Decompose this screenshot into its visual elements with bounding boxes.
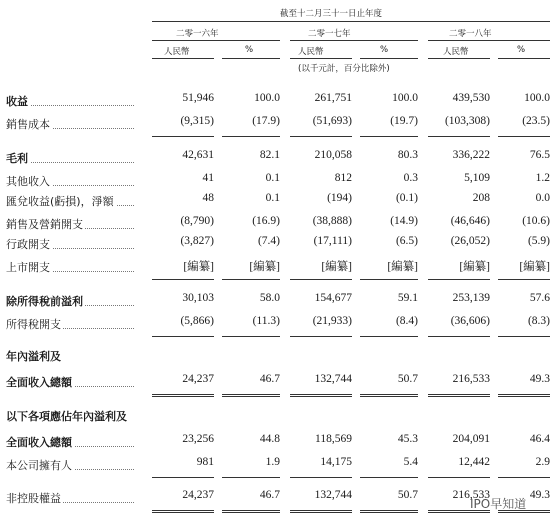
table-cell: 46.4 xyxy=(529,433,550,445)
table-cell: 51,946 xyxy=(182,92,214,104)
table-cell: (3,827) xyxy=(180,235,214,247)
table-cell: 46.7 xyxy=(259,489,280,501)
table-cell: 14,175 xyxy=(320,456,352,468)
table-cell: 49.3 xyxy=(529,489,550,501)
table-cell: 59.1 xyxy=(397,292,418,304)
table-cell: 50.7 xyxy=(397,373,418,385)
table-cell: 132,744 xyxy=(314,489,352,501)
row-label: 所得稅開支 xyxy=(6,318,61,331)
year-2016: 二零一六年 xyxy=(176,29,219,39)
col-rule-5 xyxy=(428,58,490,59)
table-cell: (11.3) xyxy=(252,315,280,327)
table-cell: (0.1) xyxy=(395,192,418,204)
single-underline xyxy=(360,336,418,337)
table-cell: 24,237 xyxy=(182,489,214,501)
year-2018: 二零一八年 xyxy=(449,29,492,39)
col-rule-1 xyxy=(152,58,214,59)
percent-2016: % xyxy=(245,45,254,55)
currency-2016: 人民幣 xyxy=(164,47,190,57)
single-underline xyxy=(222,136,280,137)
table-cell: (8.3) xyxy=(527,315,550,327)
table-cell: (103,308) xyxy=(444,115,490,127)
table-cell: (8,790) xyxy=(180,215,214,227)
table-cell: (17.9) xyxy=(252,115,280,127)
table-cell: 204,091 xyxy=(452,433,490,445)
table-cell: 132,744 xyxy=(314,373,352,385)
percent-2018: % xyxy=(517,45,526,55)
single-underline xyxy=(290,477,352,478)
year-2017: 二零一七年 xyxy=(308,29,351,39)
row-label: 全面收入總額 xyxy=(6,376,72,389)
year-rule-2016 xyxy=(152,40,280,41)
table-cell: 5,109 xyxy=(464,172,490,184)
table-cell: (7.4) xyxy=(257,235,280,247)
table-cell: [編纂] xyxy=(519,261,550,273)
table-cell: 24,237 xyxy=(182,373,214,385)
single-underline xyxy=(498,477,550,478)
percent-2017: % xyxy=(380,45,389,55)
single-underline xyxy=(290,336,352,337)
table-cell: 100.0 xyxy=(254,92,280,104)
row-label: 以下各項應佔年內溢利及 xyxy=(6,410,127,423)
double-underline xyxy=(360,510,418,513)
row-label: 年內溢利及 xyxy=(6,350,61,363)
table-cell: 57.6 xyxy=(529,292,550,304)
single-underline xyxy=(498,279,550,280)
double-underline xyxy=(152,510,214,513)
table-cell: 118,569 xyxy=(315,433,352,445)
single-underline xyxy=(222,279,280,280)
table-cell: [編纂] xyxy=(249,261,280,273)
single-underline xyxy=(360,136,418,137)
single-underline xyxy=(360,279,418,280)
table-cell: 336,222 xyxy=(452,149,490,161)
single-underline xyxy=(498,136,550,137)
table-cell: 41 xyxy=(202,172,214,184)
table-cell: 261,751 xyxy=(314,92,352,104)
table-cell: 44.8 xyxy=(259,433,280,445)
watermark: IPO早知道 xyxy=(470,497,527,511)
table-cell: 0.0 xyxy=(535,192,550,204)
row-label: 收益 xyxy=(6,95,28,108)
table-cell: 42,631 xyxy=(182,149,214,161)
table-cell: 0.3 xyxy=(403,172,418,184)
table-cell: 1.9 xyxy=(265,456,280,468)
table-cell: (6.5) xyxy=(395,235,418,247)
double-underline xyxy=(360,394,418,397)
year-rule-2018 xyxy=(428,40,550,41)
row-label: 非控股權益 xyxy=(6,492,61,505)
table-cell: [編纂] xyxy=(459,261,490,273)
year-rule-2017 xyxy=(290,40,418,41)
table-cell: 80.3 xyxy=(397,149,418,161)
table-cell: (26,052) xyxy=(450,235,490,247)
single-underline xyxy=(152,477,214,478)
single-underline xyxy=(428,279,490,280)
double-underline xyxy=(222,510,280,513)
table-cell: [編纂] xyxy=(387,261,418,273)
table-cell: 208 xyxy=(472,192,490,204)
table-cell: 0.1 xyxy=(265,192,280,204)
currency-2018: 人民幣 xyxy=(443,47,469,57)
table-cell: 439,530 xyxy=(452,92,490,104)
table-cell: (5.9) xyxy=(527,235,550,247)
col-rule-4 xyxy=(360,58,418,59)
row-label: 上市開支 xyxy=(6,261,50,274)
table-cell: 2.9 xyxy=(535,456,550,468)
row-label: 毛利 xyxy=(6,152,28,165)
table-cell: 48 xyxy=(202,192,214,204)
table-cell: 5.4 xyxy=(403,456,418,468)
table-cell: (46,646) xyxy=(450,215,490,227)
single-underline xyxy=(290,136,352,137)
table-cell: 45.3 xyxy=(397,433,418,445)
table-cell: (36,606) xyxy=(450,315,490,327)
table-cell: 58.0 xyxy=(259,292,280,304)
single-underline xyxy=(222,336,280,337)
table-cell: (10.6) xyxy=(522,215,550,227)
table-cell: 100.0 xyxy=(392,92,418,104)
row-label: 銷售成本 xyxy=(6,118,50,131)
single-underline xyxy=(152,136,214,137)
table-cell: 23,256 xyxy=(182,433,214,445)
col-rule-6 xyxy=(498,58,550,59)
single-underline xyxy=(152,336,214,337)
table-cell: (21,933) xyxy=(312,315,352,327)
double-underline xyxy=(428,394,490,397)
table-cell: (8.4) xyxy=(395,315,418,327)
table-cell: (38,888) xyxy=(312,215,352,227)
single-underline xyxy=(152,279,214,280)
table-cell: (19.7) xyxy=(390,115,418,127)
single-underline xyxy=(498,336,550,337)
single-underline xyxy=(428,336,490,337)
table-cell: (14.9) xyxy=(390,215,418,227)
table-cell: 216,533 xyxy=(452,373,490,385)
single-underline xyxy=(360,477,418,478)
table-cell: 154,677 xyxy=(314,292,352,304)
table-cell: 1.2 xyxy=(535,172,550,184)
period-heading: 截至十二月三十一日止年度 xyxy=(280,9,383,19)
double-underline xyxy=(222,394,280,397)
table-cell: (16.9) xyxy=(252,215,280,227)
table-cell: (17,111) xyxy=(313,235,352,247)
table-cell: 49.3 xyxy=(529,373,550,385)
table-cell: 216,533 xyxy=(452,489,490,501)
table-cell: 981 xyxy=(196,456,214,468)
period-rule xyxy=(152,21,550,22)
table-cell: 30,103 xyxy=(182,292,214,304)
single-underline xyxy=(428,136,490,137)
table-cell: 12,442 xyxy=(458,456,490,468)
single-underline xyxy=(428,477,490,478)
double-underline xyxy=(498,394,550,397)
row-label: 行政開支 xyxy=(6,238,50,251)
table-cell: 0.1 xyxy=(265,172,280,184)
table-cell: 210,058 xyxy=(314,149,352,161)
table-cell: [編纂] xyxy=(183,261,214,273)
table-cell: 82.1 xyxy=(259,149,280,161)
table-cell: 50.7 xyxy=(397,489,418,501)
double-underline xyxy=(290,394,352,397)
table-cell: (5,866) xyxy=(180,315,214,327)
col-rule-3 xyxy=(290,58,352,59)
table-cell: [編纂] xyxy=(321,261,352,273)
table-cell: (51,693) xyxy=(312,115,352,127)
row-label: 銷售及營銷開支 xyxy=(6,218,83,231)
table-cell: 46.7 xyxy=(259,373,280,385)
double-underline xyxy=(152,394,214,397)
table-cell: (9,315) xyxy=(180,115,214,127)
row-label: 本公司擁有人 xyxy=(6,459,72,472)
single-underline xyxy=(222,477,280,478)
currency-2017: 人民幣 xyxy=(298,47,324,57)
table-cell: 812 xyxy=(334,172,352,184)
row-label: 其他收入 xyxy=(6,175,50,188)
row-label: 除所得稅前溢利 xyxy=(6,295,83,308)
table-cell: 76.5 xyxy=(529,149,550,161)
row-label: 匯兌收益(虧損)，淨額 xyxy=(6,195,114,208)
row-label: 全面收入總額 xyxy=(6,436,72,449)
double-underline xyxy=(290,510,352,513)
unit-note: (以千元計，百分比除外) xyxy=(298,64,390,74)
table-cell: (23.5) xyxy=(522,115,550,127)
table-cell: 100.0 xyxy=(524,92,550,104)
col-rule-2 xyxy=(222,58,280,59)
table-cell: (194) xyxy=(327,192,352,204)
single-underline xyxy=(290,279,352,280)
table-cell: 253,139 xyxy=(452,292,490,304)
